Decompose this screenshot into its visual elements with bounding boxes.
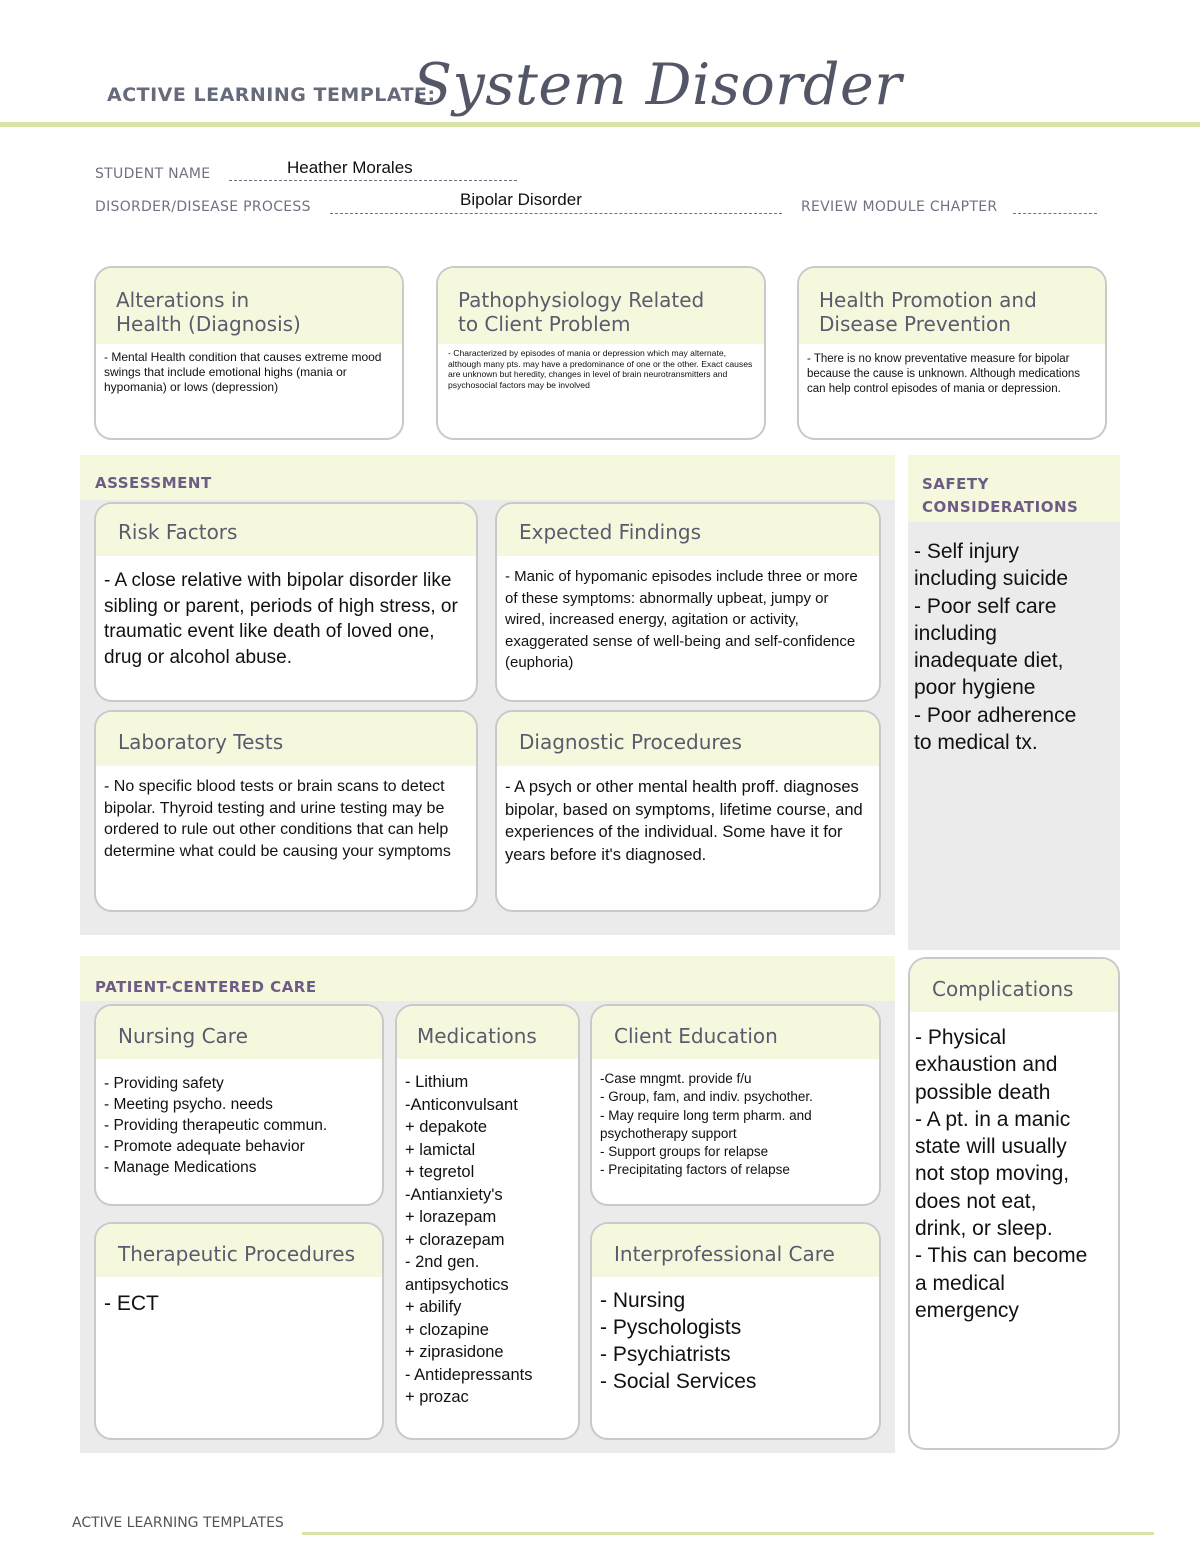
safety-label: SAFETY CONSIDERATIONS	[922, 475, 1079, 516]
header-rule	[0, 122, 1200, 127]
template-title: System Disorder	[413, 52, 903, 118]
student-name-label: STUDENT NAME	[95, 166, 211, 182]
expected-findings-box	[495, 502, 881, 702]
health-promotion-title: Health Promotion and Disease Prevention	[799, 268, 1105, 344]
nursing-care-text[interactable]: - Providing safety - Meeting psycho. needs - Providing therapeutic commun. - Promote adequate behavior - Manage Medications	[104, 1075, 328, 1176]
client-education-box	[590, 1004, 881, 1206]
medications-box	[395, 1004, 580, 1440]
footer-rule	[302, 1532, 1154, 1535]
alterations-box	[94, 266, 404, 440]
expected-findings-text[interactable]: - Manic of hypomanic episodes include three or more of these symptoms: abnormally upbeat, jumpy or wired, increased energy, agitation or activity, exaggerated sense of well-being and self-confidence (euphoria)	[505, 568, 858, 671]
complications-box	[908, 957, 1120, 1450]
nursing-care-box	[94, 1004, 384, 1206]
risk-factors-box	[94, 502, 478, 702]
laboratory-tests-text[interactable]: - No specific blood tests or brain scans to detect bipolar. Thyroid testing and urine testing may be ordered to rule out other conditions that can help determine what could be causing your symptoms	[104, 778, 451, 860]
medications-text[interactable]: - Lithium -Anticonvulsant + depakote + lamictal + tegretol -Antianxiety's + lorazepam + clorazepam - 2nd gen. antipsychotics + abilify + clozapine + ziprasidone - Antidepressants + prozac	[405, 1073, 533, 1406]
interprofessional-care-title: Interprofessional Care	[592, 1224, 879, 1277]
risk-factors-title: Risk Factors	[96, 504, 476, 556]
nursing-care-title: Nursing Care	[96, 1006, 382, 1059]
health-promotion-box	[797, 266, 1107, 440]
pathophysiology-box	[436, 266, 766, 440]
client-education-title: Client Education	[592, 1006, 879, 1059]
review-module-label: REVIEW MODULE CHAPTER	[801, 199, 998, 215]
medications-title: Medications	[397, 1006, 578, 1059]
disorder-line	[330, 213, 782, 214]
review-module-line[interactable]	[1013, 213, 1097, 214]
therapeutic-procedures-text[interactable]: - ECT	[104, 1292, 159, 1315]
student-name-line	[229, 180, 517, 181]
interprofessional-care-box	[590, 1222, 881, 1440]
laboratory-tests-box	[94, 710, 478, 912]
pathophysiology-title: Pathophysiology Related to Client Problem	[438, 268, 764, 344]
assessment-label: ASSESSMENT	[95, 474, 212, 492]
diagnostic-procedures-text[interactable]: - A psych or other mental health proff. diagnoses bipolar, based on symptoms, lifetime course, and experiences of the individual. Some have it for years before it's diagnosed.	[505, 778, 863, 864]
safety-text[interactable]: - Self injury including suicide - Poor self care including inadequate diet, poor hygiene - Poor adherence to medical tx.	[914, 540, 1077, 755]
laboratory-tests-title: Laboratory Tests	[96, 712, 476, 766]
complications-text[interactable]: - Physical exhaustion and possible death - A pt. in a manic state will usually not stop moving, does not eat, drink, or sleep. - This can become a medical emergency	[915, 1026, 1088, 1322]
disorder-label: DISORDER/DISEASE PROCESS	[95, 199, 311, 215]
interprofessional-care-text[interactable]: - Nursing - Pyschologists - Psychiatrists - Social Services	[600, 1289, 757, 1393]
diagnostic-procedures-box	[495, 710, 881, 912]
diagnostic-procedures-title: Diagnostic Procedures	[497, 712, 879, 766]
client-education-text[interactable]: -Case mngmt. provide f/u - Group, fam, and indiv. psychother. - May require long term pharm. and psychotherapy support - Support groups for relapse - Precipitating factors of relapse	[600, 1071, 813, 1178]
risk-factors-text[interactable]: - A close relative with bipolar disorder like sibling or parent, periods of high stress, or traumatic event like death of loved one, drug or alcohol abuse.	[104, 570, 458, 668]
alterations-title: Alterations in Health (Diagnosis)	[96, 268, 402, 344]
patient-care-label: PATIENT-CENTERED CARE	[95, 978, 317, 996]
student-name-value[interactable]: Heather Morales	[287, 158, 413, 177]
health-promotion-text[interactable]: - There is no know preventative measure for bipolar because the cause is unknown. Although medications can help control episodes of mania or depression.	[807, 353, 1080, 395]
footer-label: ACTIVE LEARNING TEMPLATES	[72, 1515, 284, 1531]
alterations-text[interactable]: - Mental Health condition that causes extreme mood swings that include emotional highs (mania or hypomania) or lows (depression)	[104, 350, 382, 394]
therapeutic-procedures-box	[94, 1222, 384, 1440]
template-label: ACTIVE LEARNING TEMPLATE:	[107, 84, 436, 106]
therapeutic-procedures-title: Therapeutic Procedures	[96, 1224, 382, 1277]
complications-title: Complications	[910, 959, 1118, 1012]
expected-findings-title: Expected Findings	[497, 504, 879, 556]
pathophysiology-text[interactable]: - Characterized by episodes of mania or depression which may alternate, although many pts. may have a predominance of one or the other. Exact causes are unknown but heredity, changes in level of brain neurotransmitters and psychosocial factors may be involved	[448, 348, 753, 390]
disorder-value[interactable]: Bipolar Disorder	[460, 190, 582, 209]
